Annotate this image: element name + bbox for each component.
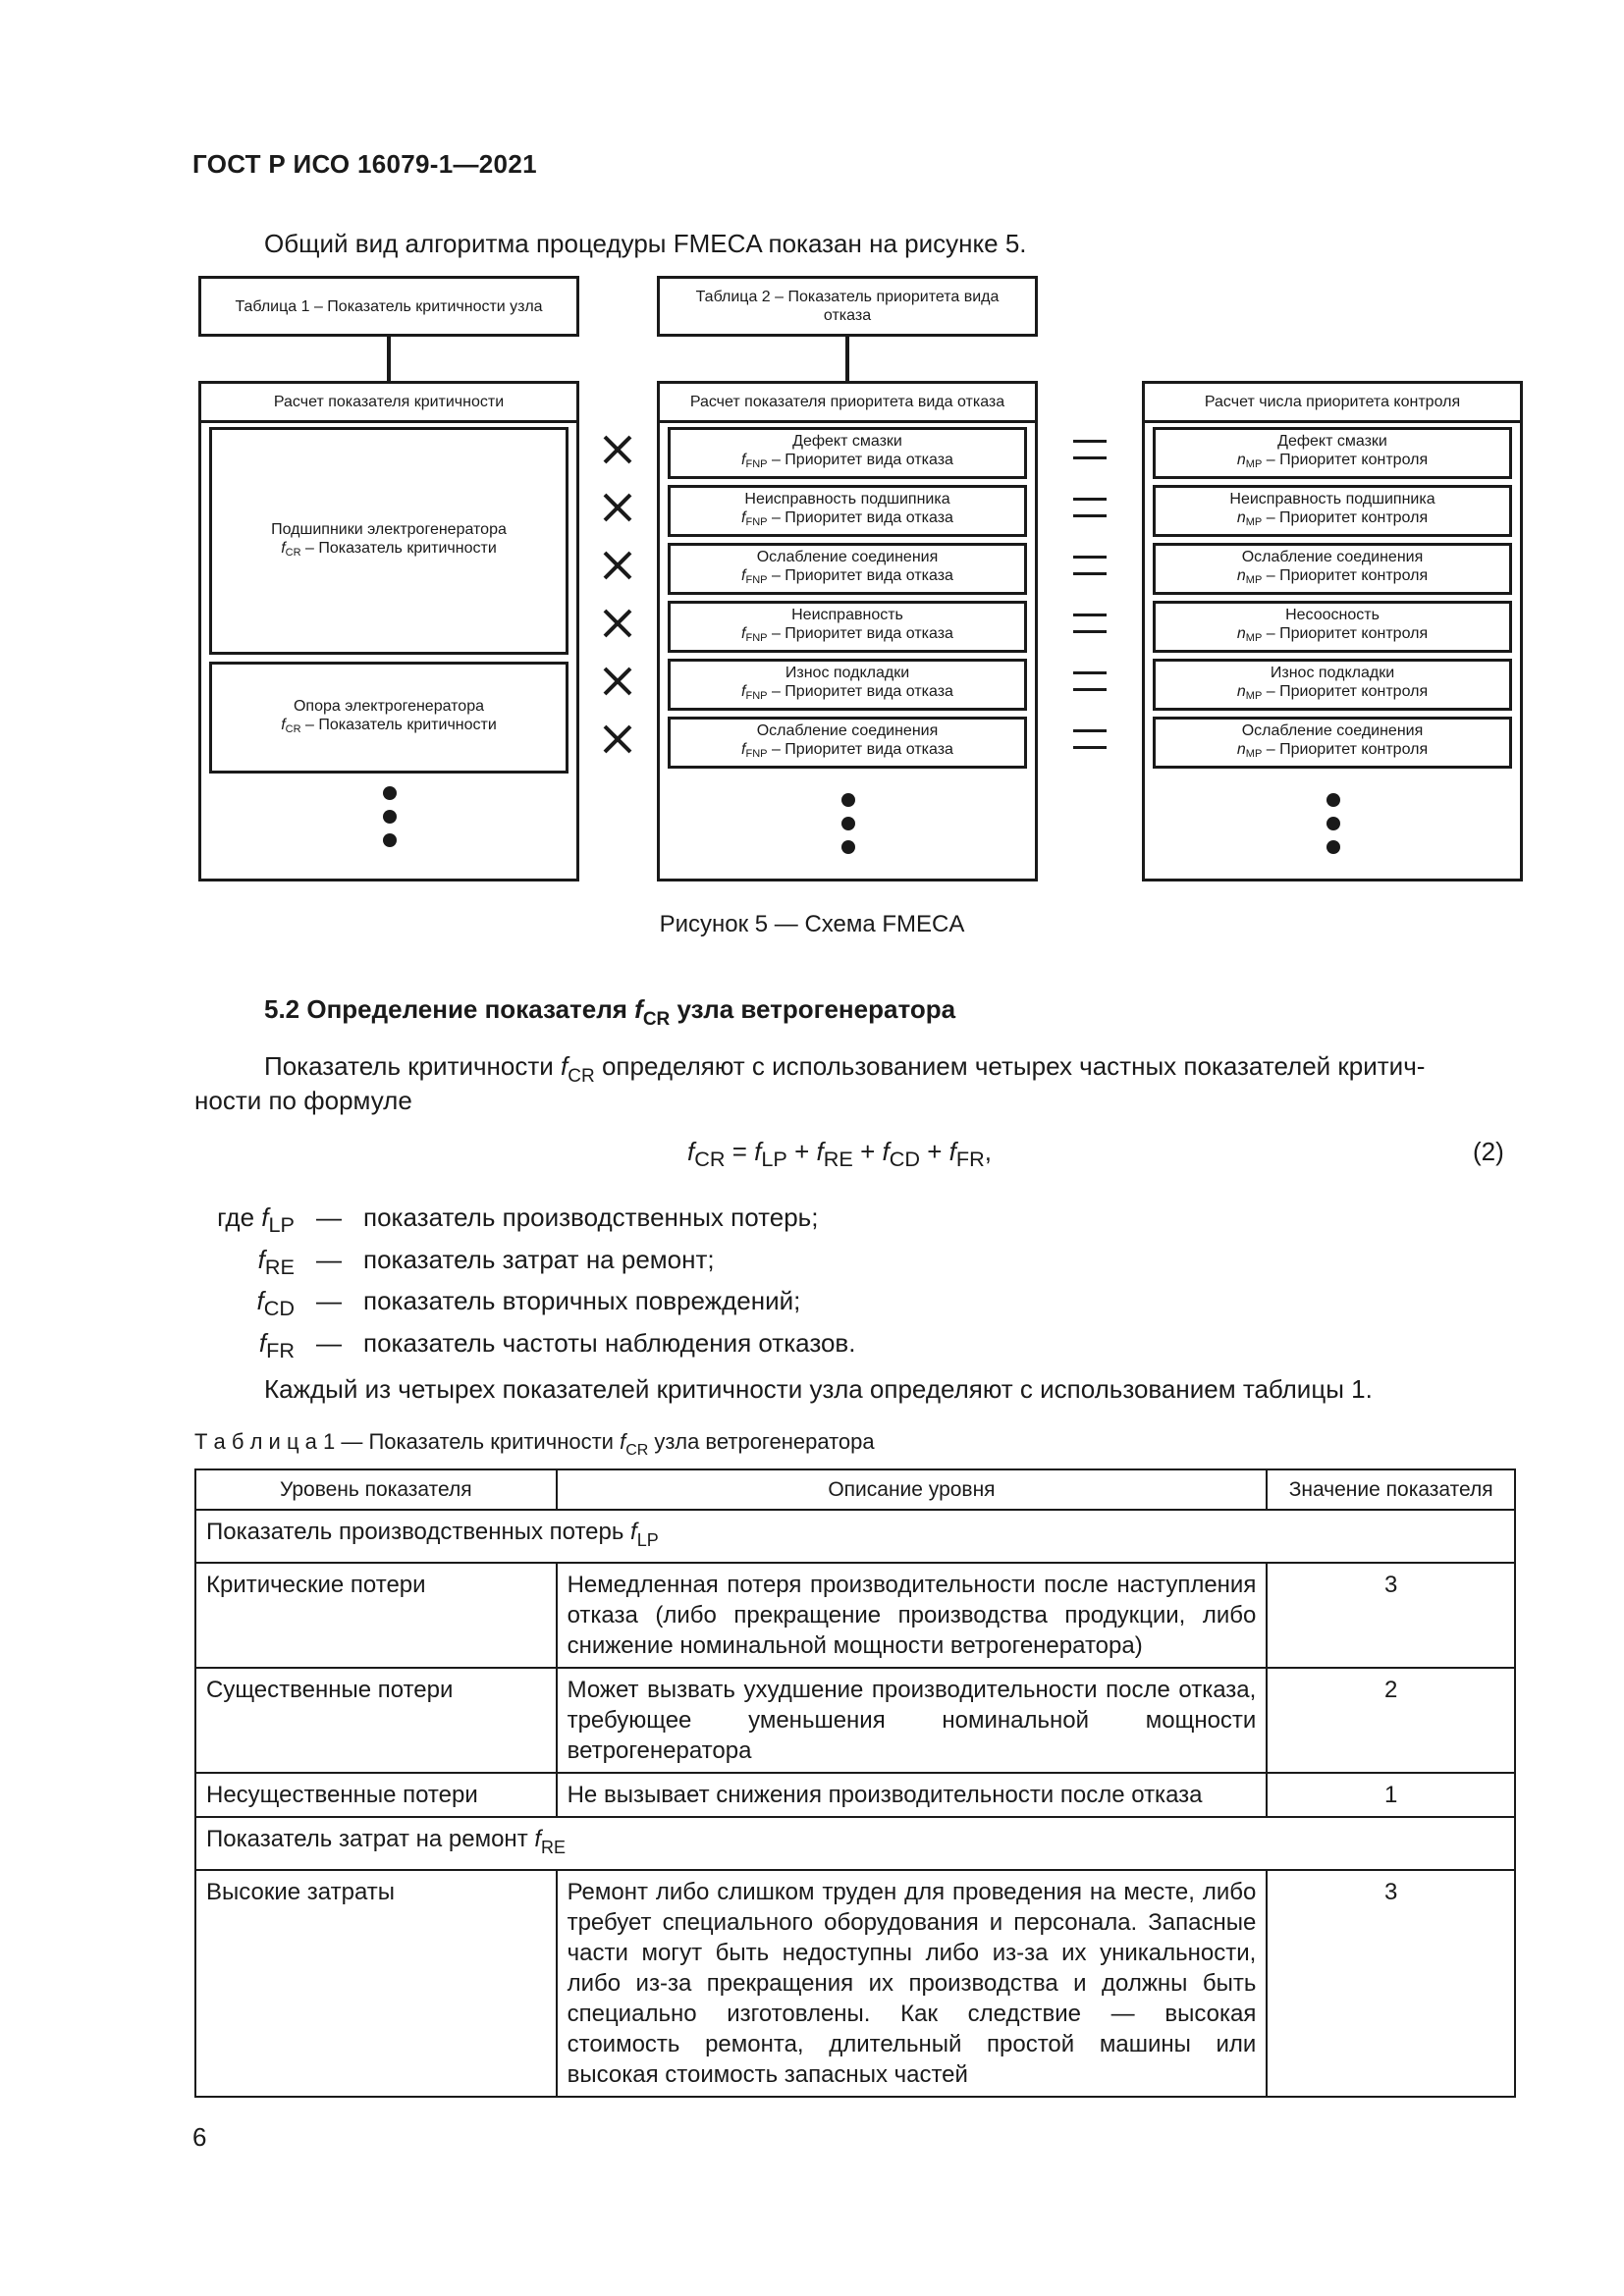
connector-line (387, 337, 391, 381)
value-cell: 2 (1267, 1668, 1515, 1773)
item-subscript: FNP (745, 690, 768, 702)
item-symbol: f (741, 509, 746, 526)
item-subscript: FNP (745, 574, 768, 586)
symbol: f (630, 1519, 637, 1545)
diagram-item (1153, 717, 1512, 769)
item-name: Неисправность подшипника (744, 491, 950, 507)
item-name: Подшипники электрогенератора (271, 520, 507, 538)
item-name: Износ подкладки (1270, 665, 1395, 681)
item-symbol: n (1236, 741, 1246, 758)
diagram-item (668, 427, 1027, 479)
formula (687, 1137, 992, 1172)
definition-symbol (151, 1202, 295, 1238)
item-text: – Приоритет вида отказа (767, 683, 953, 700)
equals-icon (1073, 440, 1107, 459)
diagram-item (668, 543, 1027, 595)
definition-text: показатель частоты наблюдения отказов. (363, 1328, 856, 1358)
definition-item (0, 1245, 1624, 1278)
table-caption-text: Т а б л и ц а 1 — Показатель критичности (194, 1429, 621, 1454)
definition-item (0, 1328, 1624, 1362)
ellipsis-dot (383, 833, 397, 847)
definition-text: показатель производственных потерь; (363, 1202, 819, 1232)
item-subscript: CR (285, 722, 301, 735)
formula-subscript: LP (761, 1147, 787, 1172)
ellipsis-dot (841, 817, 855, 830)
criticality-column (198, 381, 579, 881)
diagram-item (668, 717, 1027, 769)
formula-subscript: FR (955, 1147, 985, 1172)
definition-symbol (151, 1286, 295, 1321)
item-symbol: n (1236, 452, 1246, 468)
value-cell: 1 (1267, 1773, 1515, 1817)
figure-caption: Рисунок 5 — Схема FMECA (659, 911, 965, 937)
item-subscript: MP (1245, 516, 1263, 528)
ellipsis-dot (841, 840, 855, 854)
item-name: Несоосность (1285, 607, 1380, 623)
description-cell: Ремонт либо слишком труден для проведения на месте, либо требует специального оборудования и персонала. Запасные части могут быть недоступны либо из-за их уникальности, либо из-за прекращения их производства и должны быть специально изготовлены. Как следствие — высокая стоимость ремонта, длительный простой машины или высокая стоимость запасных частей (557, 1870, 1268, 2097)
symbol: f (534, 1826, 542, 1852)
formula-operator: + (852, 1137, 883, 1166)
item-name: Дефект смазки (1277, 433, 1387, 450)
table-caption-text: узла ветрогенератора (648, 1429, 875, 1454)
subscript: CD (263, 1296, 295, 1321)
subscript: RE (541, 1838, 567, 1857)
diagram-item (668, 485, 1027, 537)
item-subscript: MP (1245, 748, 1263, 760)
formula-symbol: f (948, 1137, 956, 1166)
symbol: f (256, 1286, 264, 1315)
item-symbol: f (281, 539, 286, 557)
definition-dash: — (316, 1286, 342, 1315)
formula-operator: + (920, 1137, 949, 1166)
level-cell: Несущественные потери (195, 1773, 557, 1817)
group-label (195, 1817, 1515, 1870)
table-group-row (195, 1510, 1515, 1563)
ellipsis-dot (841, 793, 855, 807)
item-subscript: CR (285, 546, 301, 559)
equals-icon (1073, 614, 1107, 633)
column-header: Описание уровня (557, 1469, 1268, 1510)
item-name: Износ подкладки (785, 665, 910, 681)
definition-item (0, 1286, 1624, 1319)
formula-operator: + (786, 1137, 817, 1166)
table2-box-label: Таблица 2 – Показатель приоритета вида отказа (695, 289, 1000, 324)
subscript: FR (266, 1338, 295, 1363)
formula-number: (2) (1473, 1137, 1504, 1166)
item-text: – Приоритет вида отказа (767, 452, 953, 468)
formula-subscript: CD (889, 1147, 921, 1172)
item-text: – Приоритет вида отказа (767, 625, 953, 642)
section-heading-text: узла ветрогенератора (670, 994, 956, 1024)
diagram-item (668, 601, 1027, 653)
level-cell: Существенные потери (195, 1668, 557, 1773)
multiply-icon (601, 722, 634, 756)
item-name: Ослабление соединения (756, 722, 939, 739)
multiply-icon (601, 607, 634, 640)
item-subscript: MP (1245, 632, 1263, 644)
definition-text: показатель затрат на ремонт; (363, 1245, 715, 1274)
description-cell: Немедленная потеря производительности после наступления отказа (либо прекращение производства продукции, либо снижение номинальной мощности ветрогенератора) (557, 1563, 1268, 1668)
group-text: Показатель затрат на ремонт (206, 1826, 535, 1852)
definition-dash: — (316, 1202, 342, 1232)
column-title: Расчет показателя приоритета вида отказа (660, 384, 1035, 423)
table-caption (194, 1429, 875, 1460)
item-text: – Приоритет вида отказа (767, 741, 953, 758)
symbol: f (620, 1429, 626, 1454)
item-symbol: n (1236, 625, 1246, 642)
diagram-item (1153, 543, 1512, 595)
table-row (195, 1773, 1515, 1817)
formula-symbol: f (687, 1137, 695, 1166)
multiply-icon (601, 665, 634, 698)
item-name: Ослабление соединения (756, 549, 939, 565)
document-header: ГОСТ Р ИСО 16079-1—2021 (192, 149, 537, 179)
definition-item (0, 1202, 1624, 1236)
table2-box (657, 276, 1038, 337)
equals-icon (1073, 556, 1107, 575)
paragraph: Каждый из четырех показателей критичности узла определяют с использованием таблицы 1. (264, 1374, 1373, 1404)
item-name: Опора электрогенератора (293, 697, 484, 715)
value-cell: 3 (1267, 1870, 1515, 2097)
table-header-row (195, 1469, 1515, 1510)
item-symbol: n (1236, 683, 1246, 700)
group-text: Показатель производственных потерь (206, 1519, 631, 1545)
criticality-table (194, 1468, 1516, 2098)
item-text: – Приоритет контроля (1262, 625, 1429, 642)
item-symbol: n (1236, 567, 1246, 584)
diagram-item (1153, 485, 1512, 537)
item-text: – Приоритет вида отказа (767, 567, 953, 584)
table-row (195, 1870, 1515, 2097)
item-symbol: f (741, 683, 746, 700)
text: определяют с использованием четырех частных показателей критич- (594, 1051, 1426, 1081)
left-item (209, 427, 568, 655)
item-name: Неисправность (791, 607, 903, 623)
ellipsis-dot (1326, 840, 1340, 854)
symbol: f (258, 1328, 267, 1358)
item-text: – Показатель критичности (300, 539, 497, 557)
subscript: LP (268, 1212, 295, 1238)
paragraph-line: ности по формуле (194, 1086, 412, 1115)
diagram-item (1153, 601, 1512, 653)
monitoring-priority-column (1142, 381, 1523, 881)
level-cell: Критические потери (195, 1563, 557, 1668)
item-text: – Приоритет контроля (1262, 452, 1429, 468)
section-symbol: f (634, 994, 643, 1024)
definition-dash: — (316, 1328, 342, 1358)
item-subscript: FNP (745, 516, 768, 528)
left-item (209, 662, 568, 774)
item-symbol: n (1236, 509, 1246, 526)
text: Показатель критичности (264, 1051, 562, 1081)
item-subscript: MP (1245, 574, 1263, 586)
multiply-icon (601, 433, 634, 466)
item-text: – Показатель критичности (300, 716, 497, 733)
item-name: Ослабление соединения (1241, 722, 1424, 739)
definition-symbol (151, 1245, 295, 1280)
ellipsis-dot (1326, 793, 1340, 807)
section-heading (264, 994, 955, 1031)
table-row (195, 1668, 1515, 1773)
subscript: CR (568, 1066, 595, 1087)
item-text: – Приоритет контроля (1262, 741, 1429, 758)
symbol: f (257, 1245, 265, 1274)
multiply-icon (601, 491, 634, 524)
item-subscript: FNP (745, 458, 768, 470)
item-name: Ослабление соединения (1241, 549, 1424, 565)
definition-prefix: где (217, 1202, 262, 1232)
diagram-item (1153, 659, 1512, 711)
item-text: – Приоритет вида отказа (767, 509, 953, 526)
description-cell: Не вызывает снижения производительности после отказа (557, 1773, 1268, 1817)
level-cell: Высокие затраты (195, 1870, 557, 2097)
page-number: 6 (192, 2122, 207, 2152)
diagram-item (1153, 427, 1512, 479)
table-row (195, 1563, 1515, 1668)
description-cell: Может вызвать ухудшение производительности после отказа, требующее уменьшения номинальной мощности ветрогенератора (557, 1668, 1268, 1773)
formula-symbol: f (754, 1137, 762, 1166)
formula-subscript: CR (694, 1147, 726, 1172)
symbol: f (561, 1051, 568, 1081)
section-subscript: CR (642, 1009, 671, 1030)
failure-priority-column (657, 381, 1038, 881)
formula-subscript: RE (823, 1147, 853, 1172)
diagram-item (668, 659, 1027, 711)
ellipsis-dot (383, 786, 397, 800)
item-symbol: f (741, 567, 746, 584)
column-header: Значение показателя (1267, 1469, 1515, 1510)
table1-box-label: Таблица 1 – Показатель критичности узла (235, 297, 543, 315)
definition-dash: — (316, 1245, 342, 1274)
column-title: Расчет показателя критичности (201, 384, 576, 423)
formula-symbol: f (816, 1137, 824, 1166)
item-subscript: MP (1245, 690, 1263, 702)
connector-line (845, 337, 849, 381)
formula-symbol: f (882, 1137, 890, 1166)
subscript: RE (264, 1255, 295, 1280)
column-title: Расчет числа приоритета контроля (1145, 384, 1520, 423)
item-subscript: FNP (745, 748, 768, 760)
equals-icon (1073, 671, 1107, 691)
item-symbol: f (741, 452, 746, 468)
paragraph-line (264, 1051, 1425, 1092)
symbol: f (261, 1202, 269, 1232)
table1-box (198, 276, 579, 337)
ellipsis-dot (1326, 817, 1340, 830)
item-symbol: f (741, 741, 746, 758)
item-text: – Приоритет контроля (1262, 567, 1429, 584)
item-subscript: MP (1245, 458, 1263, 470)
column-header: Уровень показателя (195, 1469, 557, 1510)
equals-icon (1073, 729, 1107, 749)
formula-operator: , (984, 1137, 992, 1166)
definition-symbol (151, 1328, 295, 1363)
formula-operator: = (725, 1137, 755, 1166)
group-label (195, 1510, 1515, 1563)
equals-icon (1073, 498, 1107, 517)
item-name: Неисправность подшипника (1229, 491, 1435, 507)
item-symbol: f (741, 625, 746, 642)
section-heading-text: 5.2 Определение показателя (264, 994, 635, 1024)
item-text: – Приоритет контроля (1262, 683, 1429, 700)
item-name: Дефект смазки (792, 433, 902, 450)
subscript: CR (625, 1442, 649, 1459)
table-group-row (195, 1817, 1515, 1870)
item-subscript: FNP (745, 632, 768, 644)
intro-paragraph: Общий вид алгоритма процедуры FMECA показан на рисунке 5. (264, 229, 1027, 258)
ellipsis-dot (383, 810, 397, 824)
item-text: – Приоритет контроля (1262, 509, 1429, 526)
multiply-icon (601, 549, 634, 582)
value-cell: 3 (1267, 1563, 1515, 1668)
definition-text: показатель вторичных повреждений; (363, 1286, 801, 1315)
subscript: LP (636, 1530, 659, 1550)
item-symbol: f (281, 716, 286, 733)
